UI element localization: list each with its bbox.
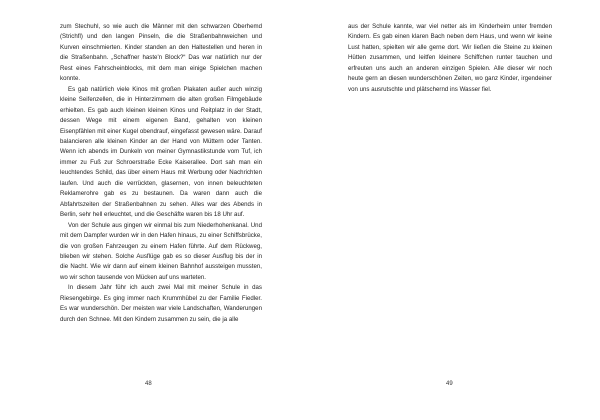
page-number: 48 xyxy=(145,381,152,387)
right-page-text xyxy=(348,22,552,95)
paragraph: zum Stechuhl, so wie auch die Männer mit den schwarzen Oberhemd (Strichfl) und den langen Pinseln, die die Straßenbahnweichen und Kurven einschmierten. Kinder standen an den Haltestellen und heren in die Straßenbahn. „Schaffner haste'n Block?“ Das war natürlich nur der Rest eines Fahrscheinblocks, mit dem man einige Spielchen machen konnte. xyxy=(60,23,262,83)
left-page-text xyxy=(60,22,262,325)
paragraph: Von der Schule aus gingen wir einmal bis zum Niederhohenkanal. Und mit dem Dampfer wurden wir in den Hafen hinaus, zu einer Schiffsbrücke, die von großen Fahrzeugen zu einem Hafen führte. Auf dem Rückweg, blieben wir stehen. Solche Ausflüge gab es so dieser Ausflug bis der in die Nacht. Wie wir dann auf einem kleinen Bahnhof aussteigen mussten, wo wir schon tausende von Mücken auf uns warteten. xyxy=(60,221,262,281)
paragraph: Es gab natürlich viele Kinos mit großen Plakaten außer auch winzig kleine Seifenzellen, die in Hinterzimmern die alten großen Filmgebäude erhielten. Es gab auch kleinen kleinen Kinos und Reitplatz in der Stadt, dessen Wege mit einem eigenen Band, gehalten von kleinen Eisenpfählen mit einer Kugel obendrauf, eingefasst gewesen wäre. Darauf balancieren alle kleinen Kinder an der Hand von Müttern oder Tanten. Wenn ich abends im Dunkeln von meiner Gymnastikstunde vom Tuf, ich immer zu Fuß zur Schroerstraße Ecke Kaiserallee. Dort sah man ein leuchtendes Schild, das über einem Haus mit Werbung oder Nachrichten laufen. Und auch die verrückten, glasernen, von innen beleuchteten Reklamerohre gab es zu bestaunen. Da waren dann auch die Abfahrtszeiten der Straßenbahnen zu sehen. Alles war des Abends in Berlin, sehr hell erleuchtet, und die Geschäfte waren bis 18 Uhr auf. xyxy=(60,85,262,219)
right-page xyxy=(300,0,600,420)
paragraph: aus der Schule kannte, war viel netter als im Kinderheim unter fremden Kindern. Es gab einen klaren Bach neben dem Haus, und wenn wir keine Lust hatten, spielten wir alle gerne dort. Wir ließen die Steine zu kleinen Hütten zusammen, und leitfen kleinere Schiffchen runter tauchen und erfreuten uns auch an anderen einzigen Spielen. Alle dieser wir noch heute gern an diesen wunderschönen Zeiten, wo ganz Kinder, irgendeiner von uns ausrutschte und plätschernd ins Wasser fiel. xyxy=(348,23,552,93)
paragraph: In diesem Jahr führ ich auch zwei Mal mit meiner Schule in das Riesengebirge. Es ging immer nach Krummhübel zu der Familie Fiedler. Es war wunderschön. Der meisten war viele Landschaften, Wanderungen durch den Schnee. Mit den Kindern zusammen zu sein, die ja alle xyxy=(60,284,262,323)
page-number: 49 xyxy=(446,381,453,387)
